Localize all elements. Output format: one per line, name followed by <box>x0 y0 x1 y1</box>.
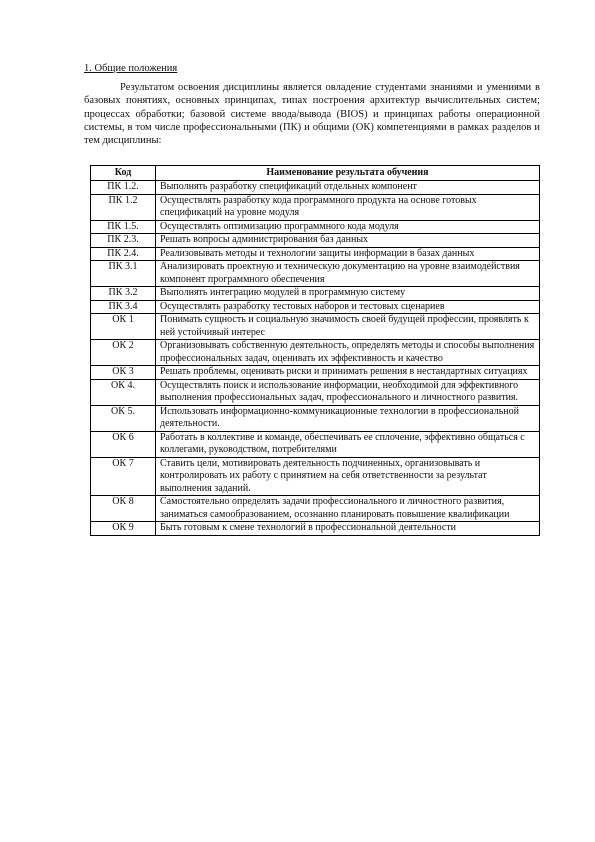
table-row <box>91 496 540 522</box>
competency-description: Осуществлять разработку кода программного продукта на основе готовых спецификаций на уровне модуля <box>156 194 540 220</box>
competency-code: ПК 1.2 <box>91 194 156 220</box>
competency-description: Выполнять интеграцию модулей в программную систему <box>156 287 540 301</box>
competency-description: Быть готовым к смене технологий в профессиональной деятельности <box>156 522 540 536</box>
competency-description: Анализировать проектную и техническую документацию на уровне взаимодействия компонент программного обеспечения <box>156 261 540 287</box>
column-header-name: Наименование результата обучения <box>156 166 540 181</box>
table-row <box>91 522 540 536</box>
table-row <box>91 234 540 248</box>
competency-description: Решать проблемы, оценивать риски и принимать решения в нестандартных ситуациях <box>156 366 540 380</box>
table-row <box>91 194 540 220</box>
competency-code: ОК 1 <box>91 314 156 340</box>
intro-paragraph: Результатом освоения дисциплины является овладение студентами знаниями и умениями в базовых понятиях, основных принципах, типах построения архитектур вычислительных систем; процессах обработки; базовой системе ввода/вывода (BIOS) и принципах работы операционной системы, в том числе профессиональными (ПК) и общими (ОК) компетенциями в рамках разделов и тем дисциплины: <box>84 82 540 147</box>
competency-code: ПК 3.2 <box>91 287 156 301</box>
table-row <box>91 247 540 261</box>
competency-description: Понимать сущность и социальную значимость своей будущей профессии, проявлять к ней устойчивый интерес <box>156 314 540 340</box>
competency-description: Осуществлять поиск и использование информации, необходимой для эффективного выполнения профессиональных задач, профессионального и личностного развития. <box>156 379 540 405</box>
competency-code: ОК 4. <box>91 379 156 405</box>
section-title: 1. Общие положения <box>84 63 178 74</box>
competency-code: ОК 6 <box>91 431 156 457</box>
competency-code: ОК 3 <box>91 366 156 380</box>
table-row <box>91 314 540 340</box>
competency-code: ПК 2.4. <box>91 247 156 261</box>
table-row <box>91 431 540 457</box>
competency-description: Использовать информационно-коммуникационные технологии в профессиональной деятельности. <box>156 405 540 431</box>
competency-code: ОК 8 <box>91 496 156 522</box>
competency-code: ОК 9 <box>91 522 156 536</box>
table-row <box>91 181 540 195</box>
competency-code: ПК 2.3. <box>91 234 156 248</box>
table-row <box>91 379 540 405</box>
table-row <box>91 405 540 431</box>
competency-code: ПК 1.5. <box>91 220 156 234</box>
competencies-table <box>90 165 540 536</box>
competency-description: Решать вопросы администрирования баз данных <box>156 234 540 248</box>
table-row <box>91 220 540 234</box>
competency-code: ПК 3.1 <box>91 261 156 287</box>
competency-description: Работать в коллективе и команде, обеспечивать ее сплочение, эффективно общаться с коллегами, руководством, потребителями <box>156 431 540 457</box>
competency-code: ОК 7 <box>91 457 156 496</box>
competency-description: Осуществлять оптимизацию программного кода модуля <box>156 220 540 234</box>
table-row <box>91 287 540 301</box>
competency-description: Самостоятельно определять задачи профессионального и личностного развития, заниматься самообразованием, осознанно планировать повышение квалификации <box>156 496 540 522</box>
competency-description: Ставить цели, мотивировать деятельность подчиненных, организовывать и контролировать их работу с принятием на себя ответственности за результат выполнения заданий. <box>156 457 540 496</box>
competency-code: ОК 2 <box>91 340 156 366</box>
table-row <box>91 340 540 366</box>
competency-description: Организовывать собственную деятельность, определять методы и способы выполнения профессиональных задач, оценивать их эффективность и качество <box>156 340 540 366</box>
competency-code: ПК 1.2. <box>91 181 156 195</box>
competency-code: ПК 3.4 <box>91 300 156 314</box>
competency-description: Реализовывать методы и технологии защиты информации в базах данных <box>156 247 540 261</box>
table-row <box>91 300 540 314</box>
table-body <box>91 181 540 536</box>
table-row <box>91 261 540 287</box>
table-row <box>91 457 540 496</box>
table-row <box>91 366 540 380</box>
competency-description: Осуществлять разработку тестовых наборов и тестовых сценариев <box>156 300 540 314</box>
competency-description: Выполнять разработку спецификаций отдельных компонент <box>156 181 540 195</box>
table-header-row <box>91 166 540 181</box>
competency-code: ОК 5. <box>91 405 156 431</box>
column-header-code: Код <box>91 166 156 181</box>
